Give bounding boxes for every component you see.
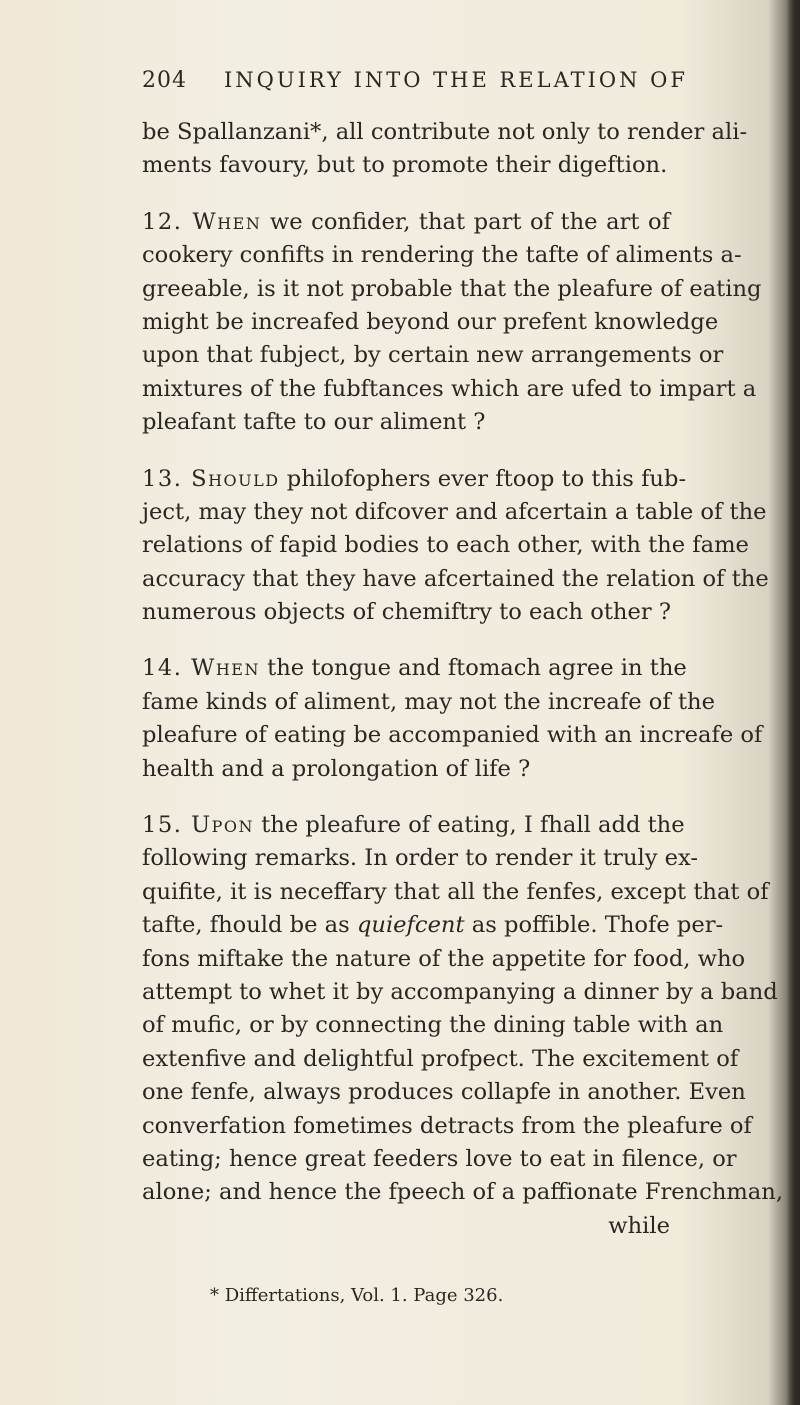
paragraph-lead: 15. Upon	[142, 812, 255, 839]
text-line: accuracy that they have afcertained the relation of the	[142, 565, 769, 592]
body-text	[142, 116, 783, 1243]
paragraph-lead: 12. When	[142, 208, 262, 235]
paragraph-13-first-line: 13. Should philofophers ever ftoop to this fub-	[142, 465, 687, 492]
text-line: upon that fubject, by certain new arrangements or	[142, 342, 724, 369]
text-line: following remarks. In order to render it truly ex-	[142, 845, 699, 872]
text-line: one fenfe, always produces collapfe in another. Even	[142, 1079, 746, 1106]
text-line: quifite, it is neceffary that all the fenfes, except that of	[142, 878, 769, 905]
text-line: ject, may they not difcover and afcertain a table of the	[142, 498, 767, 525]
text-line: might be increafed beyond our prefent knowledge	[142, 308, 719, 335]
text-line: fons miftake the nature of the appetite for food, who	[142, 945, 746, 972]
text-line: attempt to whet it by accompanying a dinner by a band	[142, 978, 778, 1005]
text-line: cookery confifts in rendering the tafte of aliments a-	[142, 242, 742, 269]
text-line: converfation fometimes detracts from the pleafure of	[142, 1112, 752, 1139]
text-line: mixtures of the fubftances which are ufed to impart a	[142, 375, 757, 402]
text-line: ments favoury, but to promote their digeftion.	[142, 152, 668, 179]
text-line: eating; hence great feeders love to eat in filence, or	[142, 1145, 737, 1172]
italic-word: quiefcent	[356, 912, 465, 939]
page-header	[142, 68, 688, 102]
text-line: greeable, is it not probable that the pleafure of eating	[142, 275, 762, 302]
page-edge-shadow	[786, 0, 800, 1405]
footnote: * Differtations, Vol. 1. Page 326.	[210, 1285, 504, 1306]
paragraph-15-first-line: 15. Upon the pleafure of eating, I fhall add the	[142, 812, 685, 839]
text-line: be Spallanzani*, all contribute not only to render ali-	[142, 119, 748, 145]
page-number: 204	[142, 68, 187, 93]
paragraph-lead: 13. Should	[142, 465, 280, 492]
text-line: relations of fapid bodies to each other, with the fame	[142, 532, 749, 559]
text-line: health and a prolongation of life ?	[142, 755, 531, 782]
text-line: pleafure of eating be accompanied with an increafe of	[142, 722, 763, 749]
text-line: extenfive and delightful profpect. The excitement of	[142, 1045, 739, 1072]
text-line: alone; and hence the fpeech of a paffionate Frenchman,	[142, 1179, 783, 1206]
text-line: pleafant tafte to our aliment ?	[142, 409, 486, 436]
paragraph-14-first-line: 14. When the tongue and ftomach agree in the	[142, 655, 687, 682]
running-title: INQUIRY INTO THE RELATION OF	[224, 68, 688, 92]
paragraph-lead: 14. When	[142, 655, 260, 682]
text-line: fame kinds of aliment, may not the increafe of the	[142, 688, 715, 715]
paragraph-12-first-line: 12. When we confider, that part of the art of	[142, 208, 670, 235]
text-line-with-italic: tafte, fhould be as quiefcent as poffible. Thofe per-	[142, 912, 724, 939]
text-line: numerous objects of chemiftry to each other ?	[142, 599, 671, 626]
text-line: of mufic, or by connecting the dining table with an	[142, 1012, 724, 1039]
catchword: while	[608, 1212, 670, 1239]
